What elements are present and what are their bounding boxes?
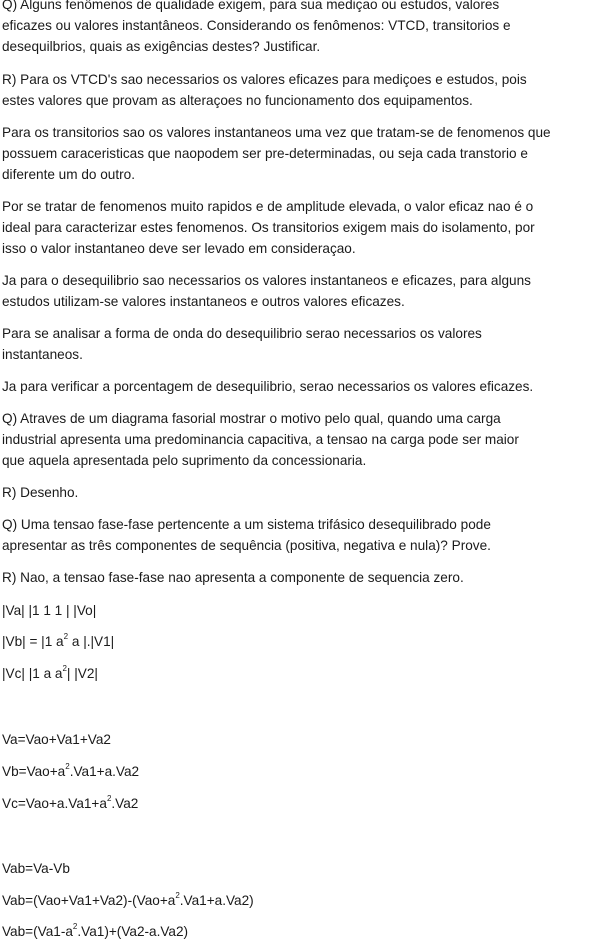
equation-text: Vab=(Vao+Va1+Va2)-(Vao+a (2, 893, 176, 908)
matrix-text: |Vc| |1 a a (2, 666, 63, 681)
text-line: possuem caraceristicas que naopodem ser pre-determinadas, ou seja cada transtorio e (2, 146, 528, 161)
text-line: R) Nao, a tensao fase-fase nao apresenta a componente de sequencia zero. (2, 570, 464, 585)
text-line: estes valores que provam as alteraçoes no funcionamento dos equipamentos. (2, 93, 473, 108)
answer-2 (2, 482, 605, 503)
text-line: Q) Atraves de um diagrama fasorial mostrar o motivo pelo qual, quando uma carga (2, 411, 501, 426)
matrix-text: a |.|V1| (68, 634, 115, 649)
matrix-line (2, 663, 605, 684)
matrix-line (2, 631, 605, 652)
superscript: 2 (63, 632, 69, 642)
question-2 (2, 408, 605, 471)
text-line: Ja para o desequilibrio sao necessarios os valores instantaneos e eficazes, para alguns (2, 273, 531, 288)
equation-line (2, 793, 605, 814)
equation-line (2, 729, 605, 750)
equation-line (2, 890, 605, 911)
superscript: 2 (62, 664, 67, 674)
text-line: que aquela apresentada pelo suprimento da concessionaria. (2, 453, 367, 468)
superscript: 2 (175, 891, 180, 901)
equation-text: .Va1)+(Va2-a.Va2) (77, 924, 189, 939)
answer-1-desequilibrio (2, 270, 605, 312)
equation-text: Vc=Vao+a.Va1+a (2, 796, 107, 811)
equation-line (2, 921, 605, 942)
equation-text: .Va2 (111, 796, 139, 811)
equation-line (2, 858, 605, 879)
answer-1-vtcd (2, 69, 605, 111)
equation-text: .Va1+a.Va2) (179, 893, 254, 908)
text-line: Para os transitorios sao os valores instantaneos uma vez que tratam-se de fenomenos que (2, 125, 551, 140)
matrix-line (2, 600, 605, 621)
superscript: 2 (65, 762, 70, 772)
text-line: estudos utilizam-se valores instantaneos e outros valores eficazes. (2, 294, 405, 309)
equation-vab-2 (2, 890, 605, 911)
equation-text: Vab=(Va1-a (2, 924, 73, 939)
answer-1-forma-de-onda (2, 323, 605, 365)
text-line: R) Desenho. (2, 485, 79, 500)
matrix-row-c (2, 663, 605, 684)
text-line: Ja para verificar a porcentagem de desequilibrio, serao necessarios os valores eficazes. (2, 379, 534, 394)
text-line: Q) Uma tensao fase-fase pertencente a um sistema trifásico desequilibrado pode (2, 517, 491, 532)
equation-vb (2, 761, 605, 782)
matrix-text: |Va| |1 1 1 | |Vo| (2, 603, 97, 618)
equation-vab-3 (2, 921, 605, 942)
text-line: industrial apresenta uma predominancia capacitiva, a tensao na carga pode ser maior (2, 432, 519, 447)
equation-text: Vab=Va-Vb (2, 861, 70, 876)
equation-line (2, 761, 605, 782)
text-line: Q) Alguns fenômenos de qualidade exigem, para sua mediçao ou estudos, valores (2, 0, 500, 12)
question-1 (2, 0, 605, 57)
matrix-row-a (2, 600, 605, 621)
answer-1-porcentagem (2, 376, 605, 397)
matrix-text: | |V2| (66, 666, 98, 681)
text-line: isso o valor instantaneo deve ser levado em consideraçao. (2, 241, 356, 256)
equation-text: Va=Vao+Va1+Va2 (2, 732, 111, 747)
text-line: diferente um do outro. (2, 167, 135, 182)
equation-text: .Va1+a.Va2 (69, 764, 140, 779)
equation-va (2, 729, 605, 750)
text-line: Para se analisar a forma de onda do desequilibrio serao necessarios os valores (2, 326, 482, 341)
equation-vab-1 (2, 858, 605, 879)
answer-3 (2, 567, 605, 588)
text-line: R) Para os VTCD's sao necessarios os valores eficazes para mediçoes e estudos, pois (2, 72, 527, 87)
answer-1-fenomenos-rapidos (2, 196, 605, 259)
answer-1-transitorios (2, 122, 605, 185)
superscript: 2 (106, 794, 112, 804)
equation-text: Vb=Vao+a (2, 764, 66, 779)
text-line: instantaneos. (2, 347, 83, 362)
question-3 (2, 514, 605, 556)
superscript: 2 (72, 922, 78, 932)
text-line: ideal para caracterizar estes fenomenos. Os transitorios exigem mais do isolamento, por (2, 220, 535, 235)
matrix-row-b (2, 631, 605, 652)
text-line: apresentar as três componentes de sequência (positiva, negativa e nula)? Prove. (2, 538, 491, 553)
matrix-text: |Vb| = |1 a (2, 634, 64, 649)
text-line: Por se tratar de fenomenos muito rapidos e de amplitude elevada, o valor eficaz nao é o (2, 199, 534, 214)
text-line: desequilbrios, quais as exigências destes? Justificar. (2, 39, 321, 54)
equation-vc (2, 793, 605, 814)
text-line: eficazes ou valores instantâneos. Considerando os fenômenos: VTCD, transitorios e (2, 18, 511, 33)
